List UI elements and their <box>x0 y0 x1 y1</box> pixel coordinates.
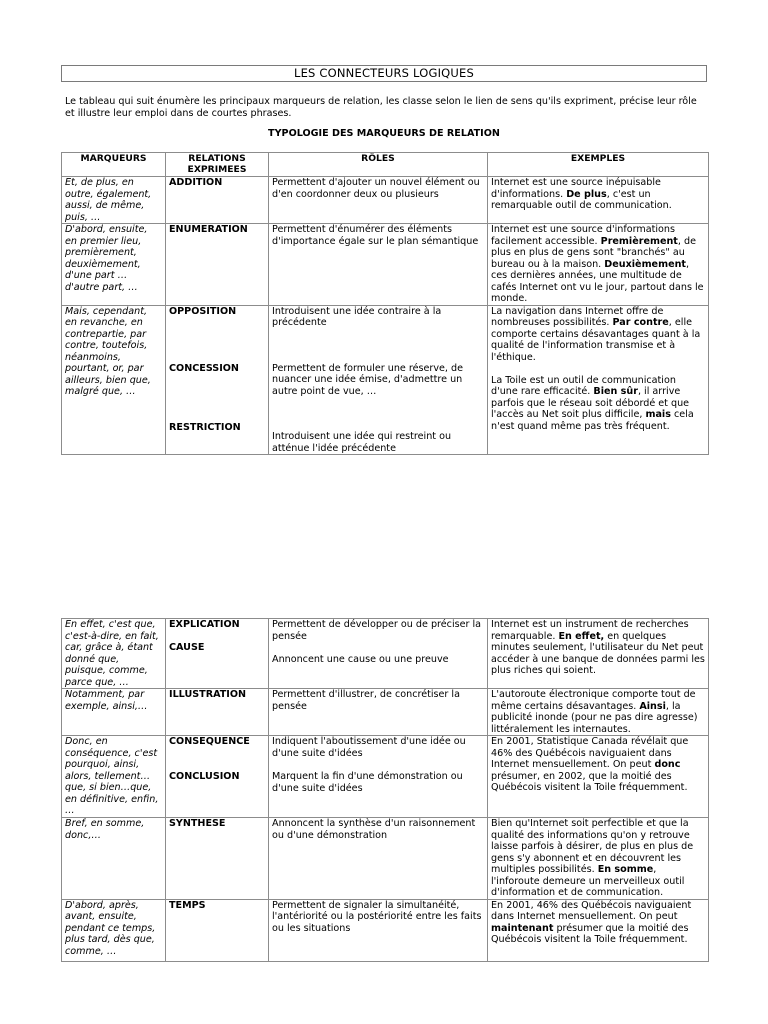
example-text: présumer que la moitié des Québécois visitent la Toile fréquemment. <box>491 922 689 945</box>
example-text: présumer, en 2002, que la moitié des Québécois visitent la Toile fréquemment. <box>491 770 688 793</box>
role-text: Introduisent une idée contraire à la précédente <box>272 305 442 328</box>
header-exemples: EXEMPLES <box>488 153 709 177</box>
marqueurs-cell: Mais, cependant, en revanche, en contrepartie, par contre, toutefois, néanmoins, pourtant, or, par ailleurs, bien que, malgré que, … <box>62 305 166 455</box>
relations-cell <box>166 619 269 689</box>
connector-highlight: En effet, <box>558 630 605 642</box>
marqueurs-cell: D'abord, ensuite, en premier lieu, premièrement, deuxièmement, d'une part … d'autre part, … <box>62 224 166 306</box>
example-text: , c'est un remarquable outil de communication. <box>491 188 672 211</box>
relation-label: ILLUSTRATION <box>169 689 247 700</box>
role-text: Annoncent la synthèse d'un raisonnement ou d'une démonstration <box>272 818 476 841</box>
document-title: LES CONNECTEURS LOGIQUES <box>61 65 707 82</box>
roles-cell <box>269 818 488 900</box>
relation-label: OPPOSITION <box>169 305 237 317</box>
relation-label: CONCLUSION <box>169 770 240 782</box>
example-text: , ces dernières années, une multitude de cafés Internet ont vu le jour, partout dans le monde. <box>491 258 704 304</box>
table-header-row <box>62 153 709 177</box>
table-row <box>62 224 709 306</box>
table-row <box>62 689 709 736</box>
example-text: En 2001, 46% des Québécois naviguaient dans Internet mensuellement. On peut <box>491 899 692 922</box>
relations-cell <box>166 305 269 455</box>
connectors-table-part-2 <box>61 618 709 962</box>
marqueurs-cell: Bref, en somme, donc,… <box>62 818 166 900</box>
example-text: Internet est un instrument de recherches remarquable. <box>491 619 689 642</box>
table-row <box>62 619 709 689</box>
relations-cell <box>166 736 269 818</box>
roles-cell <box>269 689 488 736</box>
role-text: Permettent de développer ou de préciser la pensée <box>272 619 482 642</box>
example-text: en quelques minutes seulement, l'utilisateur du Net peut accéder à une banque de données parmi les plus riches qui soient. <box>491 630 705 676</box>
role-text: Permettent d'illustrer, de concrétiser la pensée <box>272 689 460 712</box>
relation-label: EXPLICATION <box>169 619 240 630</box>
relation-label: CAUSE <box>169 641 205 653</box>
relations-cell <box>166 689 269 736</box>
table-row <box>62 736 709 818</box>
header-roles: RÔLES <box>269 153 488 177</box>
table-row <box>62 899 709 961</box>
table-row <box>62 818 709 900</box>
roles-cell <box>269 305 488 455</box>
table-row <box>62 305 709 455</box>
roles-cell <box>269 619 488 689</box>
connector-highlight: Deuxièmement <box>604 258 686 270</box>
role-text: Introduisent une idée qui restreint ou atténue l'idée précédente <box>272 431 452 454</box>
exemples-cell <box>488 305 709 455</box>
exemples-cell <box>488 177 709 224</box>
relation-label: CONCESSION <box>169 363 239 374</box>
connector-highlight: Ainsi <box>639 700 666 712</box>
example-text: cela n'est quand même pas très fréquent. <box>491 409 694 432</box>
relations-cell <box>166 177 269 224</box>
table-subtitle: TYPOLOGIE DES MARQUEURS DE RELATION <box>268 128 500 139</box>
header-marqueurs: MARQUEURS <box>62 153 166 177</box>
relation-label: ENUMERATION <box>169 224 248 235</box>
marqueurs-cell: Et, de plus, en outre, également, aussi, de même, puis, … <box>62 177 166 224</box>
connector-highlight: maintenant <box>491 922 554 934</box>
example-text: Internet est une source d'informations facilement accessible. <box>491 224 675 247</box>
exemples-cell <box>488 689 709 736</box>
example-text: En 2001, Statistique Canada révélait que 46% des Québécois naviguaient dans Internet mensuellement. On peut <box>491 736 689 770</box>
exemples-cell <box>488 899 709 961</box>
example-text: L'autoroute électronique comporte tout de même certains désavantages. <box>491 689 696 712</box>
example-text: , il arrive parfois que le réseau soit débordé et que l'accès au Net soit plus difficile, <box>491 386 690 420</box>
example-text: , l'inforoute demeure un merveilleux outil d'information et de communication. <box>491 864 685 898</box>
relations-cell <box>166 818 269 900</box>
connector-highlight: De plus <box>566 188 607 200</box>
connector-highlight: Par contre <box>612 317 669 328</box>
roles-cell <box>269 177 488 224</box>
relation-label: RESTRICTION <box>169 421 241 433</box>
role-text: Permettent de signaler la simultanéité, l'antériorité ou la postériorité entre les faits ou les situations <box>272 899 482 934</box>
relation-label: TEMPS <box>169 899 206 911</box>
connector-highlight: donc <box>654 759 681 770</box>
role-text: Annoncent une cause ou une preuve <box>272 654 449 665</box>
connector-highlight: mais <box>645 409 671 420</box>
example-text: , elle comporte certains désavantages quant à la qualité de l'information transmise et à l'éthique. <box>491 317 701 363</box>
exemples-cell <box>488 818 709 900</box>
roles-cell <box>269 736 488 818</box>
marqueurs-cell: Donc, en conséquence, c'est pourquoi, ainsi, alors, tellement…que, si bien…que, en définitive, enfin, … <box>62 736 166 818</box>
role-text: Permettent de formuler une réserve, de nuancer une idée émise, d'admettre un autre point de vue, … <box>272 362 464 397</box>
role-text: Permettent d'ajouter un nouvel élément ou d'en coordonner deux ou plusieurs <box>272 177 480 200</box>
exemples-cell <box>488 619 709 689</box>
example-text: , de plus en plus de gens sont "branchés" au bureau ou à la maison. <box>491 235 696 270</box>
role-text: Permettent d'énumérer des éléments d'importance égale sur le plan sémantique <box>272 224 479 247</box>
role-text: Indiquent l'aboutissement d'une idée ou d'une suite d'idées <box>272 736 466 759</box>
example-text: , la publicité inonde (pour ne pas dire agresse) littéralement les internautes. <box>491 700 698 735</box>
relation-label: SYNTHESE <box>169 818 226 829</box>
example-text: Internet est une source inépuisable d'informations. <box>491 177 661 200</box>
table-row <box>62 177 709 224</box>
example-text: La Toile est un outil de communication d'une rare efficacité. <box>491 374 676 397</box>
connectors-table-part-1 <box>61 152 709 455</box>
exemples-cell <box>488 224 709 306</box>
relation-label: CONSEQUENCE <box>169 736 250 747</box>
relation-label: ADDITION <box>169 177 223 188</box>
relations-cell <box>166 224 269 306</box>
roles-cell <box>269 224 488 306</box>
example-text: La navigation dans Internet offre de nombreuses possibilités. <box>491 305 664 328</box>
roles-cell <box>269 899 488 961</box>
marqueurs-cell: Notamment, par exemple, ainsi,… <box>62 689 166 736</box>
example-text: Bien qu'Internet soit perfectible et que la qualité des informations qu'on y retrouve laisse parfois à désirer, de plus en plus de gens s'y abonnent et en découvrent les multiples possibilités. <box>491 818 694 875</box>
marqueurs-cell: D'abord, après, avant, ensuite, pendant ce temps, plus tard, dès que, comme, … <box>62 899 166 961</box>
relations-cell <box>166 899 269 961</box>
connector-highlight: En somme <box>597 864 654 875</box>
connector-highlight: Premièrement <box>600 235 678 247</box>
marqueurs-cell: En effet, c'est que, c'est-à-dire, en fait, car, grâce à, étant donné que, puisque, comme, parce que, … <box>62 619 166 689</box>
intro-paragraph: Le tableau qui suit énumère les principaux marqueurs de relation, les classe selon le lien de sens qu'ils expriment, précise leur rôle et illustre leur emploi dans de courtes phrases. <box>65 96 697 119</box>
role-text: Marquent la fin d'une démonstration ou d'une suite d'idées <box>272 771 463 794</box>
exemples-cell <box>488 736 709 818</box>
connector-highlight: Bien sûr <box>593 386 638 397</box>
header-relations: RELATIONS EXPRIMEES <box>166 153 269 177</box>
